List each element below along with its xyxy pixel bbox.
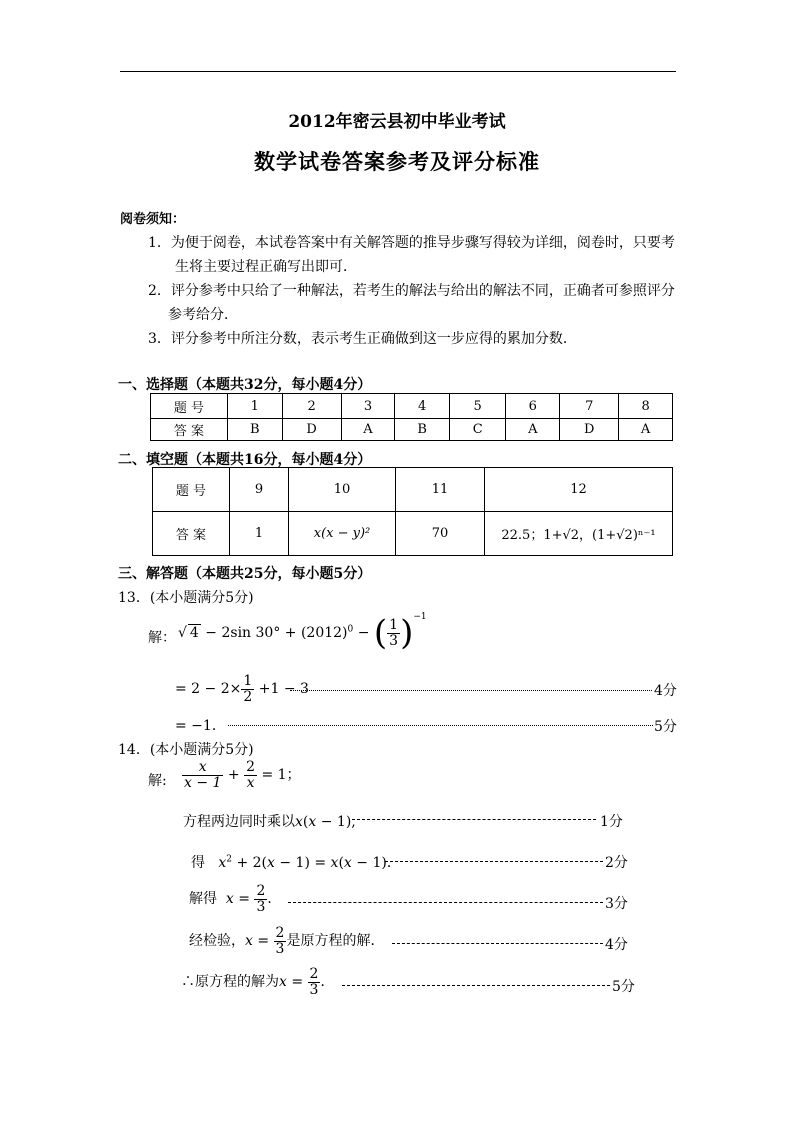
table-cell: D bbox=[560, 419, 619, 441]
table-cell: 70 bbox=[396, 512, 485, 556]
q14-step2: 得 $x^2 + 2(x - 1) = x(x - 1)$． bbox=[191, 854, 401, 871]
header-rule bbox=[120, 71, 676, 72]
row-label-answer: 答 案 bbox=[151, 419, 228, 441]
table-cell: 5 bbox=[449, 394, 506, 419]
section2-heading: 二、填空题（本题共16分，每小题4分） bbox=[118, 452, 372, 468]
q14-score-2: 2分 bbox=[605, 855, 628, 871]
q14-dash-5 bbox=[342, 985, 610, 986]
q13-heading: 13．(本小题满分5分) bbox=[118, 590, 254, 606]
table-cell: 10 bbox=[289, 468, 396, 512]
q14-step3-prefix: 解得 bbox=[189, 891, 217, 908]
table-cell: 12 bbox=[485, 468, 673, 512]
table-cell: B bbox=[228, 419, 283, 441]
table-cell: 1 bbox=[228, 394, 283, 419]
table-cell: 3 bbox=[341, 394, 395, 419]
table-cell: x(x − y)² bbox=[289, 512, 396, 556]
table-cell: A bbox=[506, 419, 560, 441]
q14-score-1: 1分 bbox=[600, 814, 623, 830]
q13-score-5: 5分 bbox=[654, 719, 677, 735]
table-cell: C bbox=[449, 419, 506, 441]
table-cell: A bbox=[341, 419, 395, 441]
q13-dots-2 bbox=[228, 725, 653, 726]
q14-step4: 经检验，x = $\frac{2}{3}$ 是原方程的解． bbox=[189, 925, 385, 957]
row-label-answer: 答 案 bbox=[153, 512, 230, 556]
table-cell: 9 bbox=[230, 468, 289, 512]
q13-jie: 解： bbox=[148, 630, 176, 646]
q14-dash-2 bbox=[385, 861, 603, 862]
q14-step5: ∴原方程的解为x = $\frac{2}{3}$ ． bbox=[181, 966, 335, 998]
section1-heading: 一、选择题（本题共32分，每小题4分） bbox=[118, 377, 372, 393]
table-cell: 22.5；1+√2，(1+√2)ⁿ⁻¹ bbox=[485, 512, 673, 556]
q14-score-3: 3分 bbox=[605, 896, 628, 912]
q14-step5-prefix: ∴原方程的解为 bbox=[181, 974, 279, 991]
q14-heading: 14．(本小题满分5分) bbox=[118, 742, 254, 758]
note-2-line2: 参考给分． bbox=[168, 307, 238, 323]
q14-step1-text: 方程两边同时乘以 bbox=[183, 814, 295, 830]
q14-dash-4 bbox=[392, 943, 603, 944]
q14-equation: $\frac{x}{x - 1}$ + $\frac{2}{x}$ = 1； bbox=[184, 759, 301, 791]
table-cell: A bbox=[619, 419, 673, 441]
table-cell: 4 bbox=[395, 394, 450, 419]
table-cell: B bbox=[395, 419, 450, 441]
q13-score-4: 4分 bbox=[654, 683, 677, 699]
q13-expression: √ 4 − 2sin $30^\circ + (2012)^0$ − ( $\frac{1}{3}$ )$^{-1}$ bbox=[178, 612, 427, 653]
row-label-number: 题 号 bbox=[153, 468, 230, 512]
q14-step3: 解得 x = $\frac{2}{3}$ ． bbox=[189, 883, 282, 915]
table-cell: 8 bbox=[619, 394, 673, 419]
note-2-line1: 2．评分参考中只给了一种解法，若考生的解法与给出的解法不同，正确者可参照评分 bbox=[148, 283, 675, 299]
q13-step2: = −1． bbox=[175, 718, 226, 734]
table-cell: D bbox=[282, 419, 341, 441]
row-label-number: 题 号 bbox=[151, 394, 228, 419]
table-cell: 2 bbox=[282, 394, 341, 419]
q14-step2-prefix: 得 bbox=[191, 855, 205, 871]
page-subtitle: 数学试卷答案参考及评分标准 bbox=[254, 149, 540, 174]
q14-step4-prefix: 经检验， bbox=[189, 933, 245, 950]
note-1-line2: 生将主要过程正确写出即可． bbox=[175, 259, 357, 275]
q14-score-4: 4分 bbox=[605, 937, 628, 953]
table-cell: 6 bbox=[506, 394, 560, 419]
choice-answer-table bbox=[150, 393, 673, 441]
q14-step4-suffix: 是原方程的解． bbox=[286, 933, 385, 950]
q14-dash-1 bbox=[352, 819, 596, 820]
q14-dash-3 bbox=[288, 902, 603, 903]
table-cell: 11 bbox=[396, 468, 485, 512]
fill-answer-table bbox=[152, 467, 673, 556]
q14-step1: 方程两边同时乘以x(x − 1), bbox=[183, 814, 356, 830]
notes-heading: 阅卷须知： bbox=[120, 212, 186, 227]
q13-dots-1 bbox=[290, 690, 652, 691]
q14-jie: 解: bbox=[148, 773, 167, 789]
note-1-line1: 1．为便于阅卷，本试卷答案中有关解答题的推导步骤写得较为详细，阅卷时，只要考 bbox=[148, 235, 675, 251]
page-title: 2012年密云县初中毕业考试 bbox=[288, 112, 506, 132]
q13-step1: = 2 − 2× $\frac{1}{2}$ +1 − 3 bbox=[175, 673, 309, 705]
table-cell: 7 bbox=[560, 394, 619, 419]
table-cell: 1 bbox=[230, 512, 289, 556]
q14-score-5: 5分 bbox=[612, 979, 635, 995]
section3-heading: 三、解答题（本题共25分，每小题5分） bbox=[118, 566, 372, 582]
note-3-line1: 3．评分参考中所注分数，表示考生正确做到这一步应得的累加分数． bbox=[148, 331, 577, 347]
